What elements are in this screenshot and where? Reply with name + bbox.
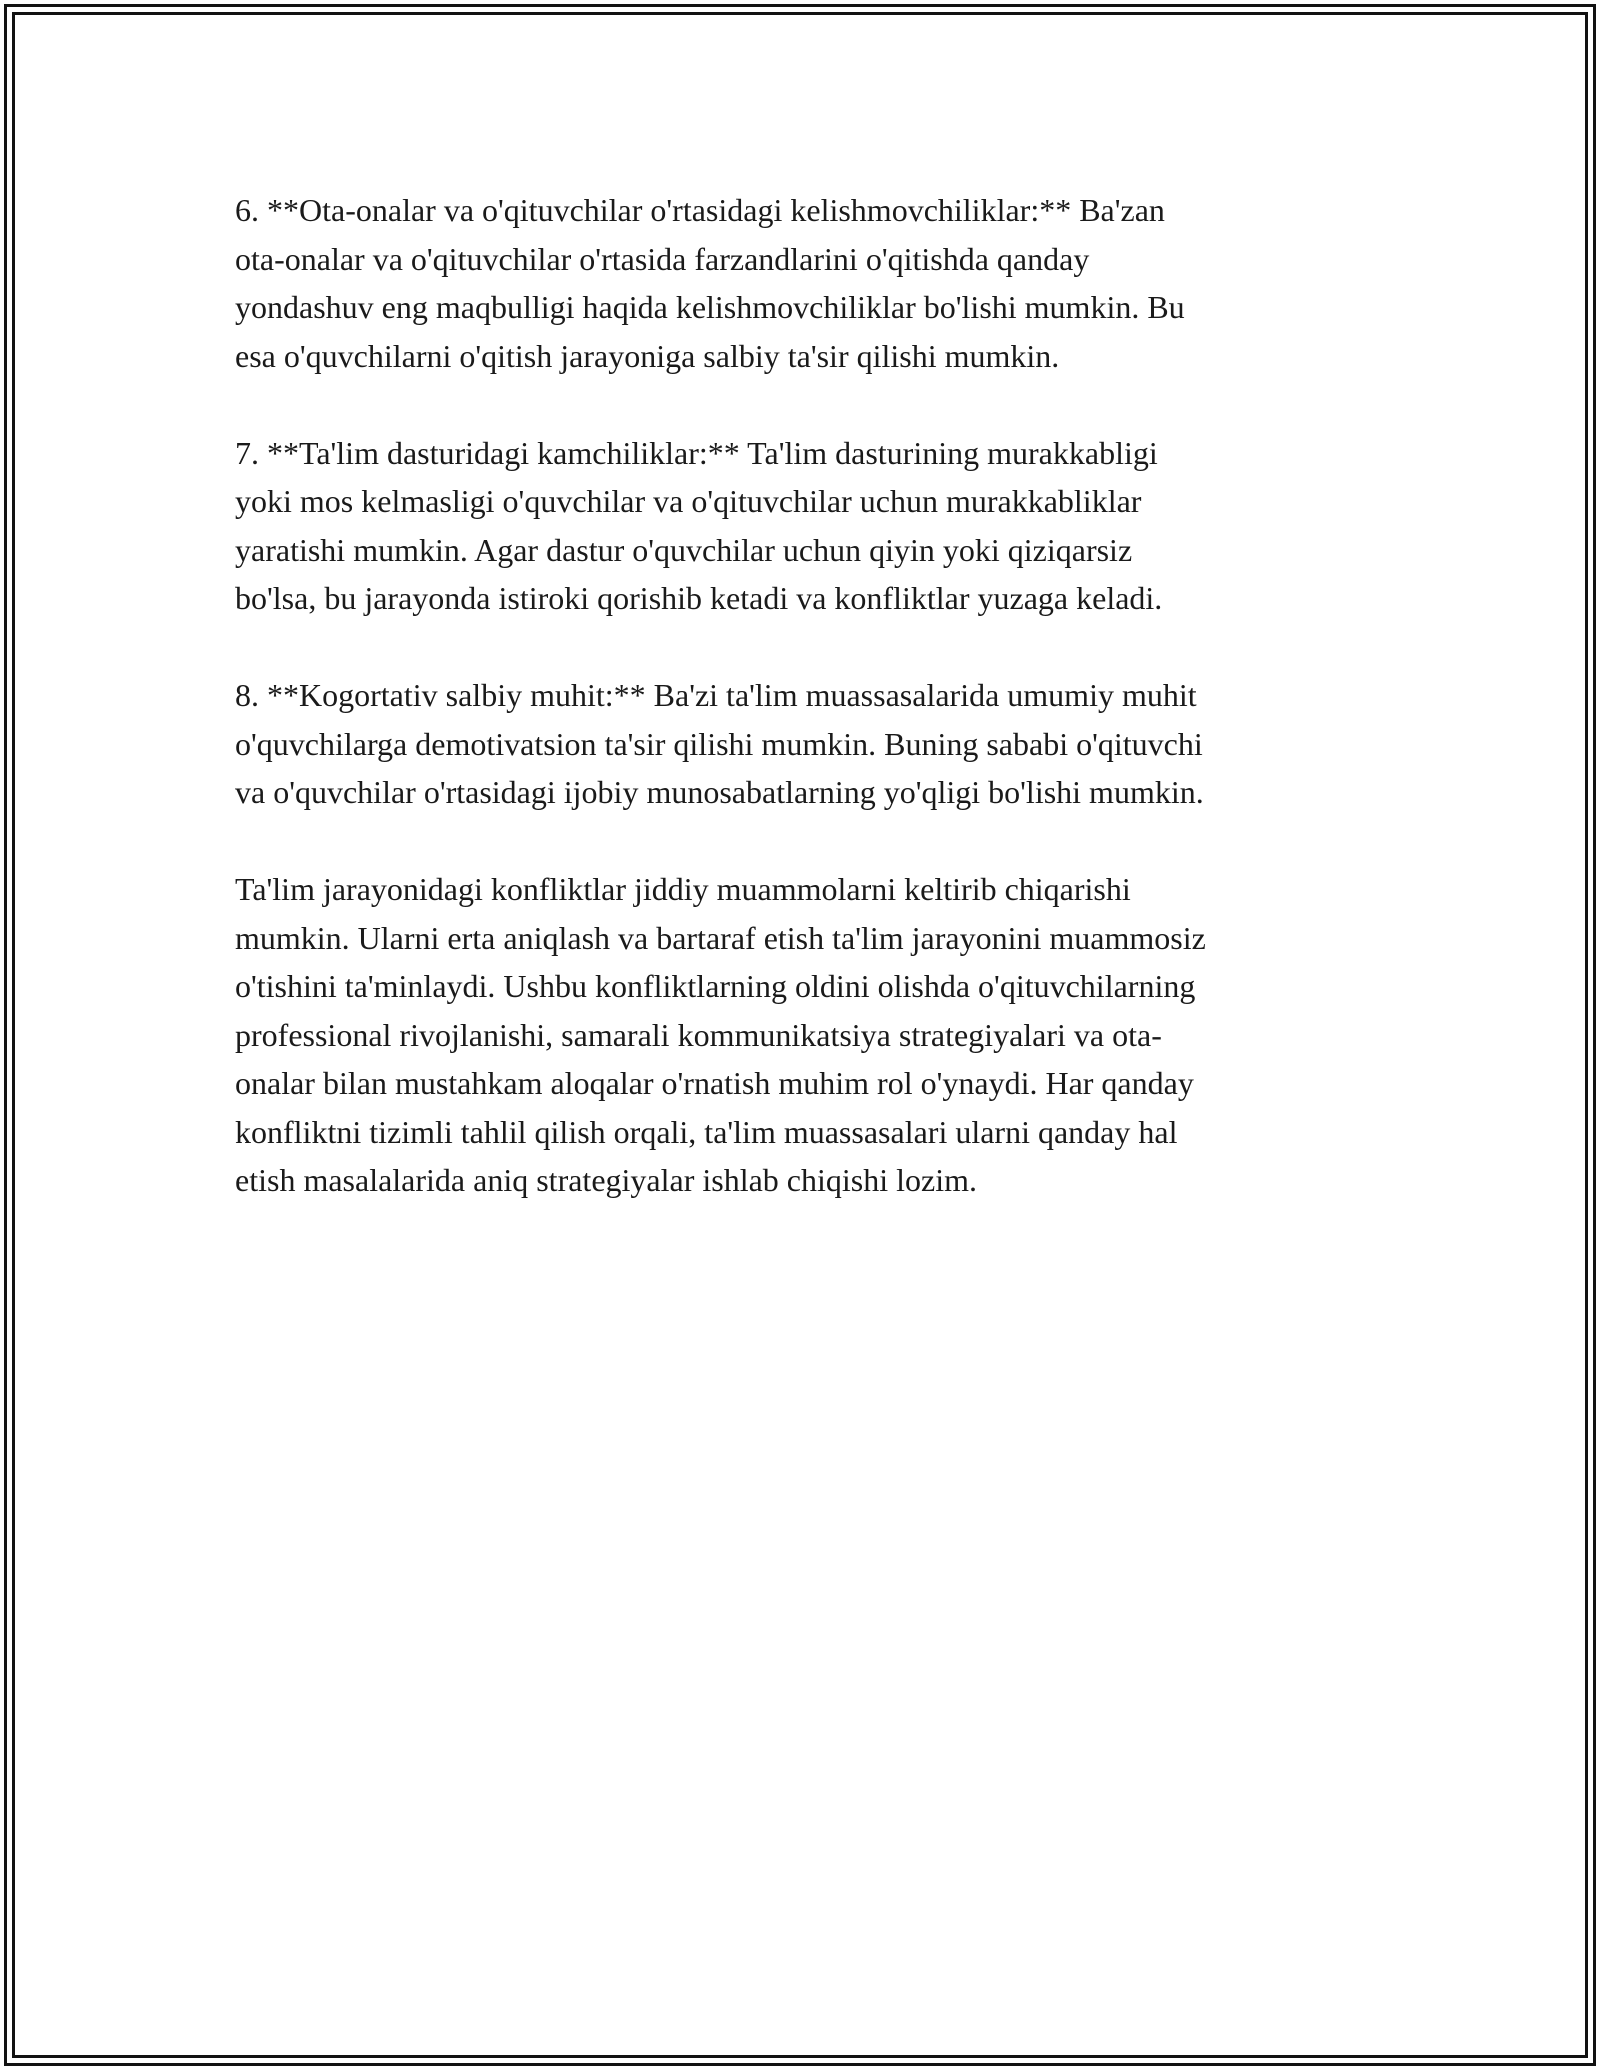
paragraph-item-8: 8. **Kogortativ salbiy muhit:** Ba'zi ta'lim muassasalarida umumiy muhit o'quvchilarga demotivatsion ta'sir qilishi mumkin. Buning sababi o'qituvchi va o'quvchilar o'rtasidagi ijobiy munosabatlarning yo'qligi bo'lishi mumkin. — [235, 677, 1204, 810]
paragraph-conclusion: Ta'lim jarayonidagi konfliktlar jiddiy muammolarni keltirib chiqarishi mumkin. Ularni erta aniqlash va bartaraf etish ta'lim jarayonini muammosiz o'tishini ta'minlaydi. Ushbu konfliktlarning oldini olishda o'qituvchilarning professional rivojlanishi, samarali kommunikatsiya strategiyalari va ota- onalar bilan mustahkam aloqalar o'rnatish muhim rol o'ynaydi. Har qanday konfliktni tizimli tahlil qilish orqali, ta'lim muassasalari ularni qanday hal etish masalalarida aniq strategiyalar ishlab chiqishi lozim. — [235, 871, 1206, 1198]
paragraph-item-6: 6. **Ota-onalar va o'qituvchilar o'rtasidagi kelishmovchiliklar:** Ba'zan ota-onalar va o'qituvchilar o'rtasida farzandlarini o'qitishda qanday yondashuv eng maqbulligi haqida kelishmovchiliklar bo'lishi mumkin. Bu esa o'quvchilarni o'qitish jarayoniga salbiy ta'sir qilishi mumkin. — [235, 192, 1185, 374]
paragraph-item-7: 7. **Ta'lim dasturidagi kamchiliklar:** Ta'lim dasturining murakkabligi yoki mos kelmasligi o'quvchilar va o'qituvchilar uchun murakkabliklar yaratishi mumkin. Agar dastur o'quvchilar uchun qiyin yoki qiziqarsiz bo'lsa, bu jarayonda istiroki qorishib ketadi va konfliktlar yuzaga keladi. — [235, 434, 1163, 616]
document-body — [235, 186, 1355, 1205]
